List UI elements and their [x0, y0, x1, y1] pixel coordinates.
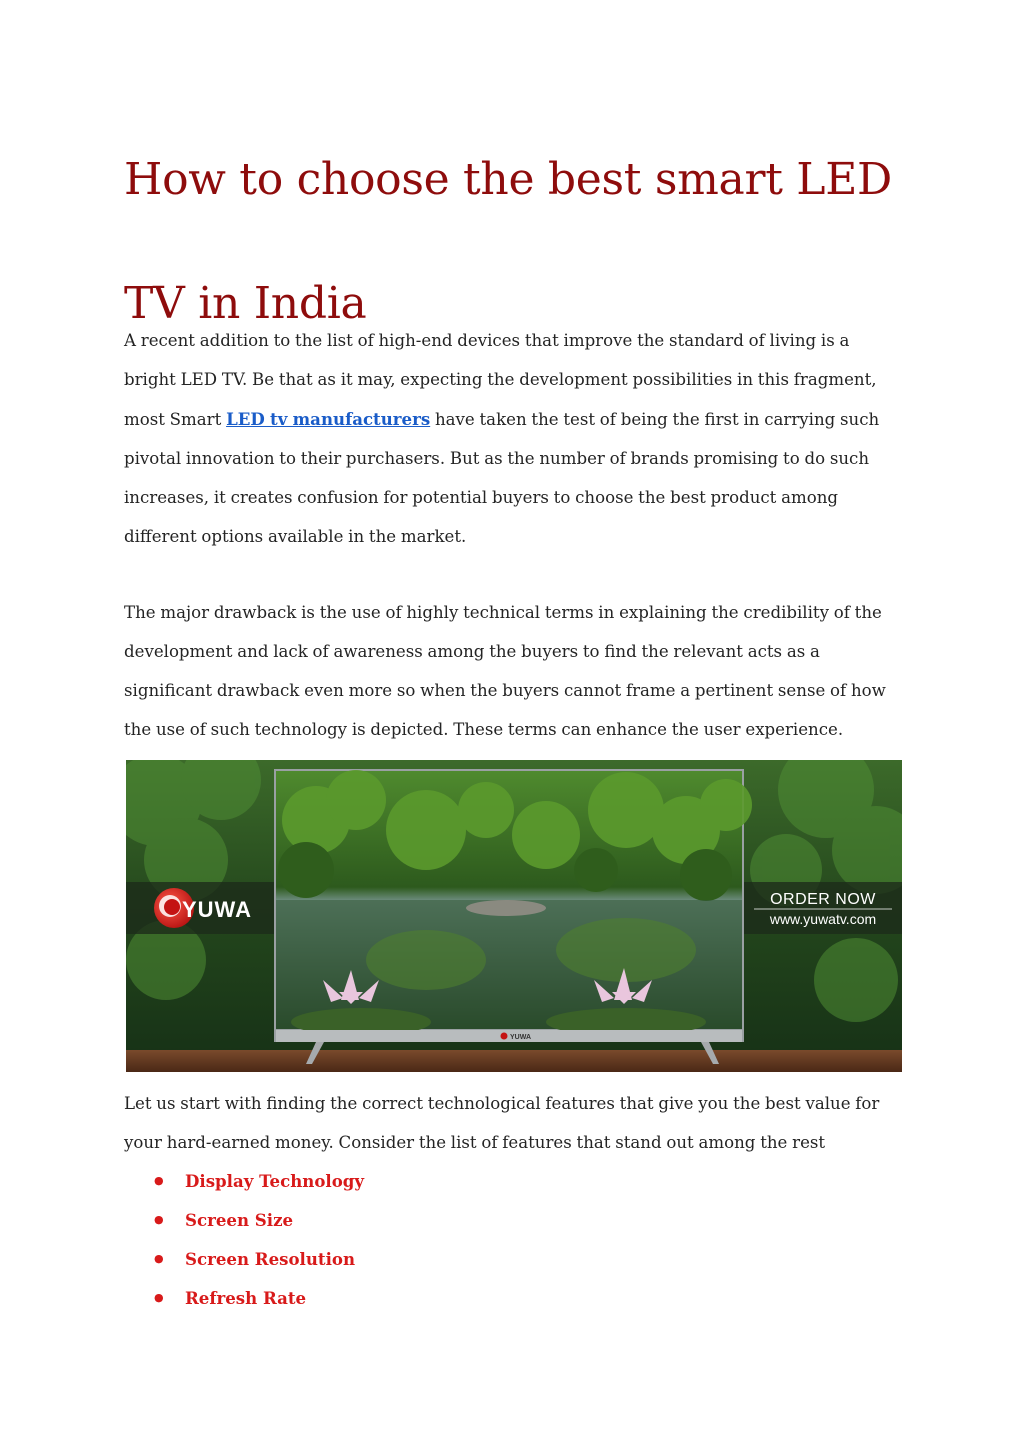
paragraph-line: A recent addition to the list of high-end devices that improve the standard of living is a [124, 331, 850, 350]
paragraph-line: increases, it creates confusion for potential buyers to choose the best product among [124, 487, 839, 507]
list-item [124, 1240, 364, 1279]
bullet-icon: ● [154, 1251, 164, 1265]
brand-logo-text: YUWA [182, 897, 252, 922]
list-item [124, 1162, 364, 1201]
list-item [124, 1201, 364, 1240]
paragraph-text: have taken the test of being the first in carrying such [430, 409, 880, 429]
intro-paragraph [124, 322, 914, 556]
paragraph-line: development and lack of awareness among the buyers to find the relevant acts as a [124, 641, 820, 661]
features-intro-paragraph [124, 1085, 914, 1163]
paragraph-line [124, 400, 914, 440]
website-label: www.yuwatv.com [769, 911, 877, 927]
paragraph-line: your hard-earned money. Consider the list of features that stand out among the rest [124, 1132, 826, 1152]
title-line-1: How to choose the best smart LED [124, 154, 892, 205]
paragraph-line: bright LED TV. Be that as it may, expecting the development possibilities in this fragment, [124, 369, 877, 389]
feature-label: Display Technology [185, 1171, 365, 1191]
bullet-icon: ● [154, 1174, 164, 1187]
paragraph-line: pivotal innovation to their purchasers. But as the number of brands promising to do such [124, 448, 870, 468]
tv-banner-graphic [126, 760, 902, 1072]
order-now-label: ORDER NOW [770, 891, 876, 908]
list-item [124, 1279, 364, 1318]
tv-banner-image[interactable] [126, 760, 902, 1072]
paragraph-line: The major drawback is the use of highly technical terms in explaining the credibility of the [124, 603, 882, 622]
led-tv-manufacturers-link[interactable]: LED tv manufacturers [226, 408, 431, 429]
drawback-paragraph [124, 594, 914, 750]
bullet-icon: ● [154, 1290, 164, 1304]
paragraph-line: the use of such technology is depicted. These terms can enhance the user experience. [124, 719, 844, 739]
paragraph-line: different options available in the market. [124, 526, 467, 546]
feature-list [124, 1162, 364, 1318]
feature-label: Screen Size [185, 1209, 294, 1230]
paragraph-text: most Smart [124, 409, 227, 429]
paragraph-line: Let us start with finding the correct technological features that give you the best value for [124, 1094, 880, 1113]
tv-badge-text: YUWA [510, 1034, 531, 1041]
title-line-2: TV in India [124, 278, 367, 329]
bullet-icon: ● [154, 1212, 164, 1226]
paragraph-line: significant drawback even more so when the buyers cannot frame a pertinent sense of how [124, 680, 886, 700]
feature-label: Screen Resolution [185, 1248, 356, 1269]
feature-label: Refresh Rate [185, 1287, 307, 1308]
